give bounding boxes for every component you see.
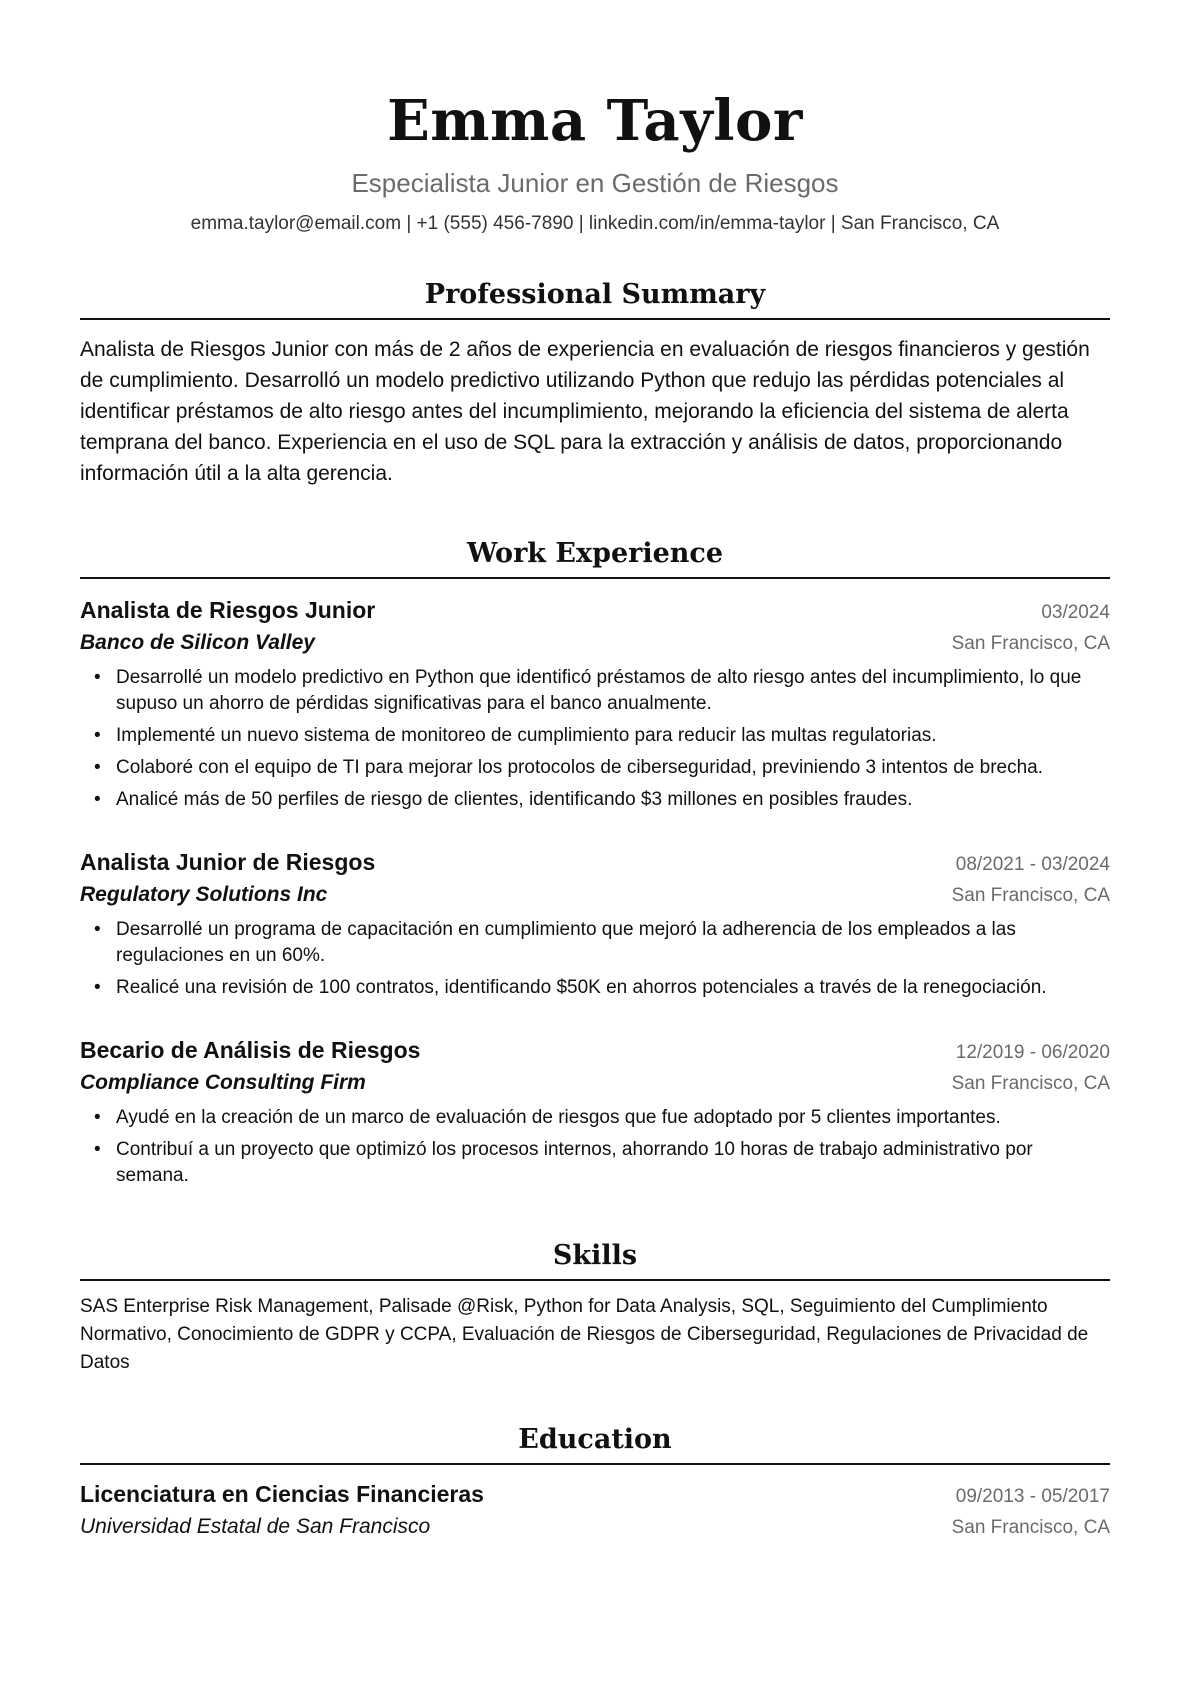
job-title: Analista Junior de Riesgos	[80, 849, 376, 875]
bullet-item: • Desarrollé un programa de capacitación en cumplimiento que mejoró la adherencia de los empleados a las regulaciones en un 60%.	[94, 919, 1016, 966]
bullet-item: • Realicé una revisión de 100 contratos, identificando $50K en ahorros potenciales a través de la renegociación.	[80, 975, 1110, 1001]
bullet-item: • Analicé más de 50 perfiles de riesgo de clientes, identificando $3 millones en posibles fraudes.	[80, 787, 1110, 813]
degree-title: Licenciatura en Ciencias Financieras	[80, 1481, 484, 1507]
job-entry	[80, 1035, 1110, 1189]
bullet-item: • Implementé un nuevo sistema de monitoreo de cumplimiento para reducir las multas regulatorias.	[80, 723, 1110, 749]
skills-section	[80, 1239, 1110, 1377]
bullet-dot-icon: •	[94, 789, 101, 810]
work-section	[80, 537, 1110, 1189]
bullet-dot-icon: •	[94, 1107, 101, 1128]
education-entry	[80, 1479, 1110, 1543]
summary-heading: Professional Summary	[80, 278, 1110, 320]
school-name: Universidad Estatal de San Francisco	[80, 1515, 431, 1538]
candidate-role: Especialista Junior en Gestión de Riesgos	[351, 168, 839, 198]
job-entry	[80, 595, 1110, 813]
job-entry	[80, 847, 1110, 1001]
bullet-item: • Desarrollé un modelo predictivo en Python que identificó préstamos de alto riesgo antes del incumplimiento, lo que supuso un ahorro de pérdidas significativas para el banco anualmente.	[94, 667, 1082, 714]
job-company: Banco de Silicon Valley	[80, 631, 315, 654]
job-location: San Francisco, CA	[951, 1073, 1110, 1094]
bullet-item: • Colaboré con el equipo de TI para mejorar los protocolos de ciberseguridad, previniendo 3 intentos de brecha.	[80, 755, 1110, 781]
job-bullets	[80, 917, 1110, 1001]
bullet-dot-icon: •	[94, 667, 101, 688]
bullet-dot-icon: •	[94, 725, 101, 746]
summary-section	[80, 278, 1110, 489]
contact-line: emma.taylor@email.com | +1 (555) 456-7890 | linkedin.com/in/emma-taylor | San Francisco, CA	[190, 213, 1000, 234]
job-date: 08/2021 - 03/2024	[955, 854, 1110, 875]
skills-heading: Skills	[80, 1239, 1110, 1281]
education-date: 09/2013 - 05/2017	[955, 1486, 1110, 1507]
job-bullets	[80, 1105, 1110, 1189]
job-company: Regulatory Solutions Inc	[80, 883, 328, 906]
education-location: San Francisco, CA	[951, 1517, 1110, 1538]
summary-text: Analista de Riesgos Junior con más de 2 años de experiencia en evaluación de riesgos financieros y gestión de cumplimiento. Desarrolló un modelo predictivo utilizando Python que redujo las pérdidas potenciales al identificar préstamos de alto riesgo antes del incumplimiento, mejorando la eficiencia del sistema de alerta temprana del banco. Experiencia en el uso de SQL para la extracción y análisis de datos, proporcionando información útil a la alta gerencia.	[80, 338, 1090, 485]
bullet-item: • Contribuí a un proyecto que optimizó los procesos internos, ahorrando 10 horas de trabajo administrativo por semana.	[94, 1139, 1033, 1186]
job-location: San Francisco, CA	[951, 885, 1110, 906]
job-location: San Francisco, CA	[951, 633, 1110, 654]
job-title: Becario de Análisis de Riesgos	[80, 1037, 421, 1063]
skills-text: SAS Enterprise Risk Management, Palisade @Risk, Python for Data Analysis, SQL, Seguimiento del Cumplimiento Normativo, Conocimiento de GDPR y CCPA, Evaluación de Riesgos de Ciberseguridad, Regulaciones de Privacidad de Datos	[80, 1296, 1089, 1373]
job-bullets	[80, 665, 1110, 813]
bullet-dot-icon: •	[94, 1139, 101, 1160]
bullet-item: • Ayudé en la creación de un marco de evaluación de riesgos que fue adoptado por 5 clientes importantes.	[80, 1105, 1110, 1131]
bullet-dot-icon: •	[94, 919, 101, 940]
job-date: 12/2019 - 06/2020	[955, 1042, 1110, 1063]
bullet-dot-icon: •	[94, 757, 101, 778]
education-section	[80, 1423, 1110, 1543]
bullet-dot-icon: •	[94, 977, 101, 998]
job-title: Analista de Riesgos Junior	[80, 597, 376, 623]
job-company: Compliance Consulting Firm	[80, 1071, 366, 1094]
job-date: 03/2024	[1041, 602, 1110, 623]
work-heading: Work Experience	[80, 537, 1110, 579]
candidate-name: Emma Taylor	[387, 88, 803, 154]
education-heading: Education	[80, 1423, 1110, 1465]
